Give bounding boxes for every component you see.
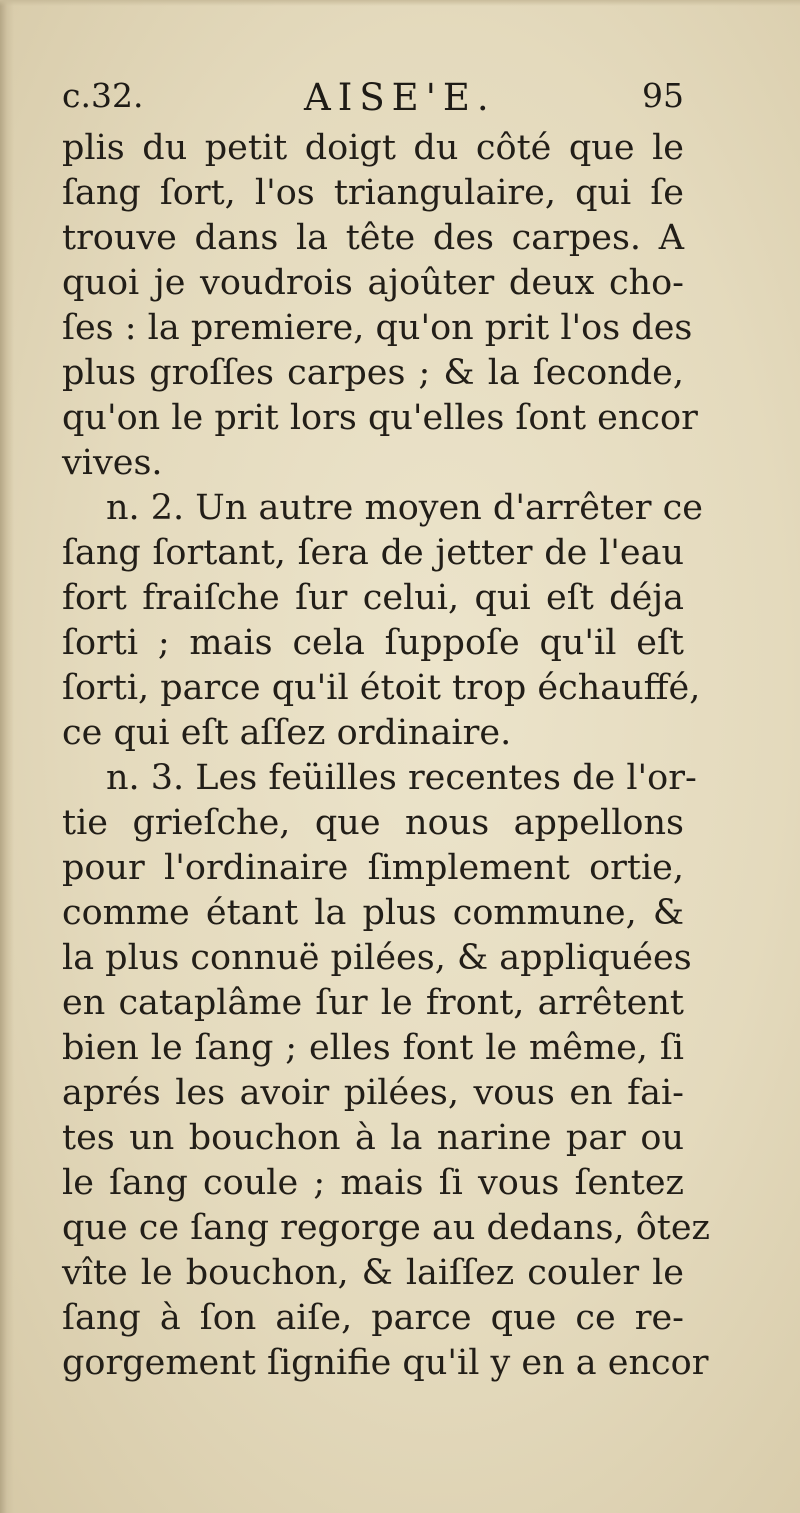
chapter-reference: c.32. [62, 76, 144, 115]
text-line: bien le ſang ; elles font le même, ſi [62, 1028, 684, 1068]
page-header [62, 76, 684, 126]
text-line: aprés les avoir pilées, vous en fai- [62, 1073, 684, 1113]
text-line: ce qui eſt aſſez ordinaire. [62, 713, 512, 753]
page-number: 95 [642, 76, 684, 115]
text-line: ſes : la premiere, qu'on prit l'os des [62, 308, 693, 348]
text-line: la plus connuë pilées, & appliquées [62, 938, 692, 978]
body-text [62, 126, 710, 1386]
text-line: gorgement ſignifie qu'il y en a encor [62, 1343, 709, 1383]
text-line: comme étant la plus commune, & [62, 893, 684, 933]
text-line: le ſang coule ; mais ſi vous ſentez [62, 1163, 684, 1203]
text-line: plis du petit doigt du côté que le [62, 128, 684, 168]
text-line: ſang ſort, l'os triangulaire, qui ſe [62, 173, 684, 213]
text-line: quoi je voudrois ajoûter deux cho- [62, 263, 684, 303]
text-line: ſorti ; mais cela ſuppoſe qu'il eſt [62, 623, 684, 663]
text-line: vîte le bouchon, & laiſſez couler le [62, 1253, 684, 1293]
text-line: trouve dans la tête des carpes. A [62, 218, 684, 258]
text-line: n. 2. Un autre moyen d'arrêter ce [106, 488, 703, 528]
text-line: ſang à ſon aiſe, parce que ce re- [62, 1298, 684, 1338]
text-line: n. 3. Les feüilles recentes de l'or- [106, 758, 697, 798]
text-line: tes un bouchon à la narine par ou [62, 1118, 684, 1158]
text-line: tie grieſche, que nous appellons [62, 803, 684, 843]
binding-gutter [0, 0, 14, 1513]
text-line: vives. [62, 443, 163, 483]
text-line: en cataplâme ſur le front, arrêtent [62, 983, 684, 1023]
text-line: ſang ſortant, ſera de jetter de l'eau [62, 533, 684, 573]
page-top-edge [0, 0, 800, 6]
text-line: pour l'ordinaire ſimplement ortie, [62, 848, 684, 888]
text-line: qu'on le prit lors qu'elles ſont encor [62, 398, 698, 438]
running-title: AISE'E. [304, 76, 496, 119]
text-line: que ce ſang regorge au dedans, ôtez [62, 1208, 710, 1248]
text-line: plus groſſes carpes ; & la ſeconde, [62, 353, 684, 393]
text-line: ſorti, parce qu'il étoit trop échauffé, [62, 668, 701, 708]
text-line: fort fraiſche ſur celui, qui eſt déja [62, 578, 684, 618]
